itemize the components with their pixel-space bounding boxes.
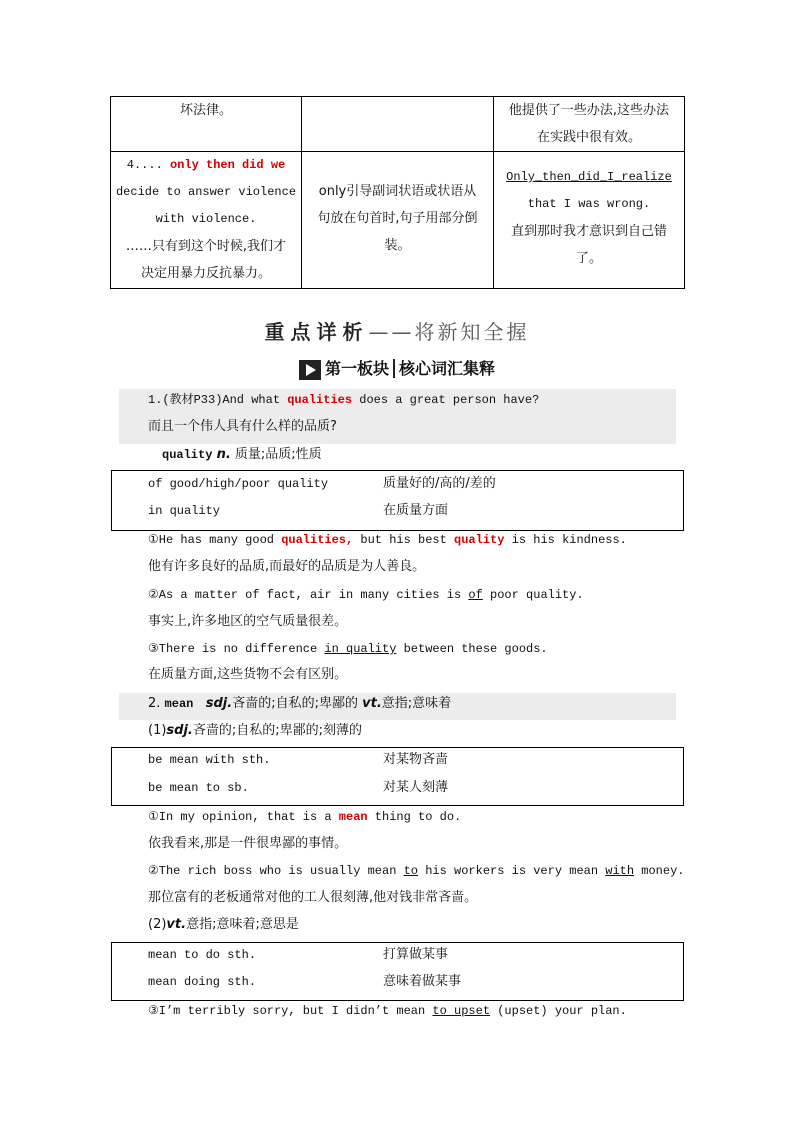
play-icon [299, 360, 321, 380]
sentence-text: money. [634, 864, 685, 878]
phrase-en: of good/high/poor quality [148, 477, 329, 491]
example-sentence [148, 807, 461, 827]
sense-heading [148, 915, 299, 935]
example-sentence [148, 1001, 627, 1021]
answer-blank: Only_then_did_I_realize [506, 170, 672, 184]
item-heading [148, 694, 451, 714]
cell-text: decide to answer violence [115, 185, 297, 199]
block-label: 第一板块 [324, 359, 389, 378]
cell-text: 他提供了一些办法,这些办法 [508, 103, 670, 118]
sentence-text: is his kindness. [504, 533, 627, 547]
block-heading [0, 356, 794, 380]
sense-number: (1) [148, 723, 167, 738]
sentence-text: thing to do. [367, 810, 462, 824]
example-translation: 事实上,许多地区的空气质量很差。 [148, 614, 348, 629]
phrase-en: be mean with sth. [148, 753, 271, 767]
phrase-zh: 打算做某事 [383, 947, 449, 962]
cell-text: that I was wrong. [527, 197, 651, 211]
cell-text: 坏法律。 [179, 103, 232, 118]
keyword: qualities [287, 393, 353, 407]
answer-blank: with [605, 864, 635, 878]
cell-text: 装。 [384, 238, 411, 253]
part-of-speech: vt. [166, 917, 187, 932]
table-cell [111, 152, 302, 289]
table-row [111, 97, 685, 152]
answer-blank: of [468, 588, 483, 602]
word-definition [162, 445, 322, 465]
phrase-zh: 对某人刻薄 [383, 780, 449, 795]
sentence-text: his workers is very mean [418, 864, 606, 878]
sentence-text: ②The rich boss who is usually mean [148, 864, 404, 878]
section-heading [0, 316, 794, 345]
example-sentence [148, 585, 584, 605]
sentence-text: poor quality. [482, 588, 584, 602]
part-of-speech: vt. [362, 696, 382, 711]
item-translation: 而且一个伟人具有什么样的品质? [148, 419, 337, 434]
phrase-en: mean doing sth. [148, 975, 257, 989]
heading-sub: ——将新知全握 [368, 320, 530, 344]
table-cell [111, 97, 302, 152]
keyword: qualities, [281, 533, 354, 547]
cell-text: 直到那时我才意识到自己错 [510, 224, 667, 239]
definition-text: 吝啬的;自私的;卑鄙的;刻薄的 [192, 723, 363, 738]
answer-blank: in quality [324, 642, 397, 656]
example-translation: 他有许多良好的品质,而最好的品质是为人善良。 [148, 559, 426, 574]
item-sentence [148, 390, 539, 410]
sentence-text: ③There is no difference [148, 642, 325, 656]
keyword: mean [338, 810, 368, 824]
answer-blank: to upset [432, 1004, 491, 1018]
cell-text: 句放在句首时,句子用部分倒 [317, 211, 478, 226]
sentence-text: does a great person have? [352, 393, 540, 407]
part-of-speech: sdj. [166, 723, 193, 738]
sentence-text: between these goods. [396, 642, 548, 656]
headword: quality [162, 448, 213, 462]
example-translation: 那位富有的老板通常对他的工人很刻薄,他对钱非常吝啬。 [148, 890, 478, 905]
top-table [110, 96, 685, 289]
sentence-text: 1.(教材P33)And what [148, 393, 288, 407]
sentence-text: ③I’m terribly sorry, but I didn’t mean [148, 1004, 433, 1018]
definition-text: 意指;意味着 [381, 696, 452, 711]
example-sentence [148, 861, 684, 881]
phrase-en: mean to do sth. [148, 948, 257, 962]
definition-text: 质量;品质;性质 [234, 447, 322, 462]
item-number: 2. [148, 696, 161, 711]
cell-text: 了。 [575, 251, 602, 266]
sense-number: (2) [148, 917, 167, 932]
highlight-text: only then did we [170, 158, 286, 172]
sentence-text: ①In my opinion, that is a [148, 810, 339, 824]
cell-text: 4.... [126, 158, 170, 172]
block-title: 核心词汇集释 [399, 359, 496, 378]
cell-text: 决定用暴力反抗暴力。 [140, 266, 271, 281]
sentence-text: (upset) your plan. [490, 1004, 627, 1018]
example-sentence [148, 639, 548, 659]
part-of-speech: n. [216, 447, 231, 462]
sentence-text: but his best [353, 533, 455, 547]
phrase-en: in quality [148, 504, 221, 518]
sense-heading [148, 721, 362, 741]
sentence-text: ②As a matter of fact, air in many cities is [148, 588, 469, 602]
phrase-zh: 对某物吝啬 [383, 752, 449, 767]
table-cell [494, 97, 685, 152]
definition-text: 意指;意味着;意思是 [186, 917, 299, 932]
part-of-speech: sdj. [205, 696, 233, 711]
table-cell [302, 152, 494, 289]
headword: mean [164, 697, 194, 711]
answer-blank: to [403, 864, 419, 878]
example-sentence [148, 530, 627, 550]
sentence-text: ①He has many good [148, 533, 282, 547]
cell-text: ……只有到这个时候,我们才 [125, 239, 287, 254]
table-row [111, 152, 685, 289]
table-cell [302, 97, 494, 152]
cell-text: only引导副词状语或状语从 [318, 184, 477, 199]
cell-text: with violence. [155, 212, 257, 226]
cell-text: 在实践中很有效。 [536, 130, 641, 145]
definition-text: 吝啬的;自私的;卑鄙的 [232, 696, 358, 711]
divider [393, 359, 395, 378]
example-translation: 依我看来,那是一件很卑鄙的事情。 [148, 836, 348, 851]
phrase-zh: 在质量方面 [383, 503, 449, 518]
phrase-zh: 意味着做某事 [383, 974, 462, 989]
phrase-en: be mean to sb. [148, 781, 249, 795]
keyword: quality [454, 533, 505, 547]
phrase-zh: 质量好的/高的/差的 [383, 476, 496, 491]
heading-main: 重点详析 [264, 320, 369, 344]
example-translation: 在质量方面,这些货物不会有区别。 [148, 667, 348, 682]
table-cell [494, 152, 685, 289]
